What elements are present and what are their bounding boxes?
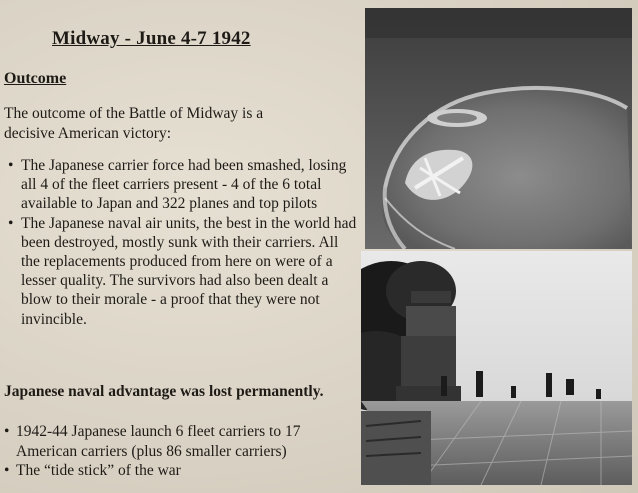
point-item [4, 422, 364, 461]
point-mark: • [4, 462, 10, 479]
bullet-item [4, 156, 360, 214]
section-heading: Outcome [4, 70, 67, 87]
point-text: The “tide stick” of the war [16, 462, 181, 479]
bullet-mark: • [8, 214, 14, 232]
slide-title: Midway - June 4-7 1942 [52, 28, 251, 49]
intro-text: The outcome of the Battle of Midway is a decisive American victory: [4, 105, 264, 142]
aerial-photo-midway-atoll [365, 8, 632, 249]
points-list [4, 422, 364, 481]
photo-carrier-flight-deck-smoke [361, 251, 632, 485]
bullet-item [4, 214, 360, 329]
bullet-list [4, 156, 360, 329]
carrier-photo-svg [361, 251, 632, 485]
bold-statement: Japanese naval advantage was lost permanently. [4, 383, 324, 400]
aerial-photo-svg [365, 8, 632, 249]
point-mark: • [4, 423, 10, 440]
bullet-mark: • [8, 157, 14, 174]
point-text: 1942-44 Japanese launch 6 fleet carriers to 17 American carriers (plus 86 smaller carriers) [16, 423, 301, 460]
bullet-text: The Japanese carrier force had been smashed, losing all 4 of the fleet carriers present - 4 of the 6 total available to Japan and 322 planes and top pilots [21, 157, 347, 213]
point-item [4, 461, 364, 481]
bullet-text: The Japanese naval air units, the best in the world had been destroyed, mostly sunk with their carriers. All the replacements produced from here on were of a lesser quality. The survivors had also been dealt a blow to their morale - a proof that they were not invincible. [21, 214, 357, 328]
